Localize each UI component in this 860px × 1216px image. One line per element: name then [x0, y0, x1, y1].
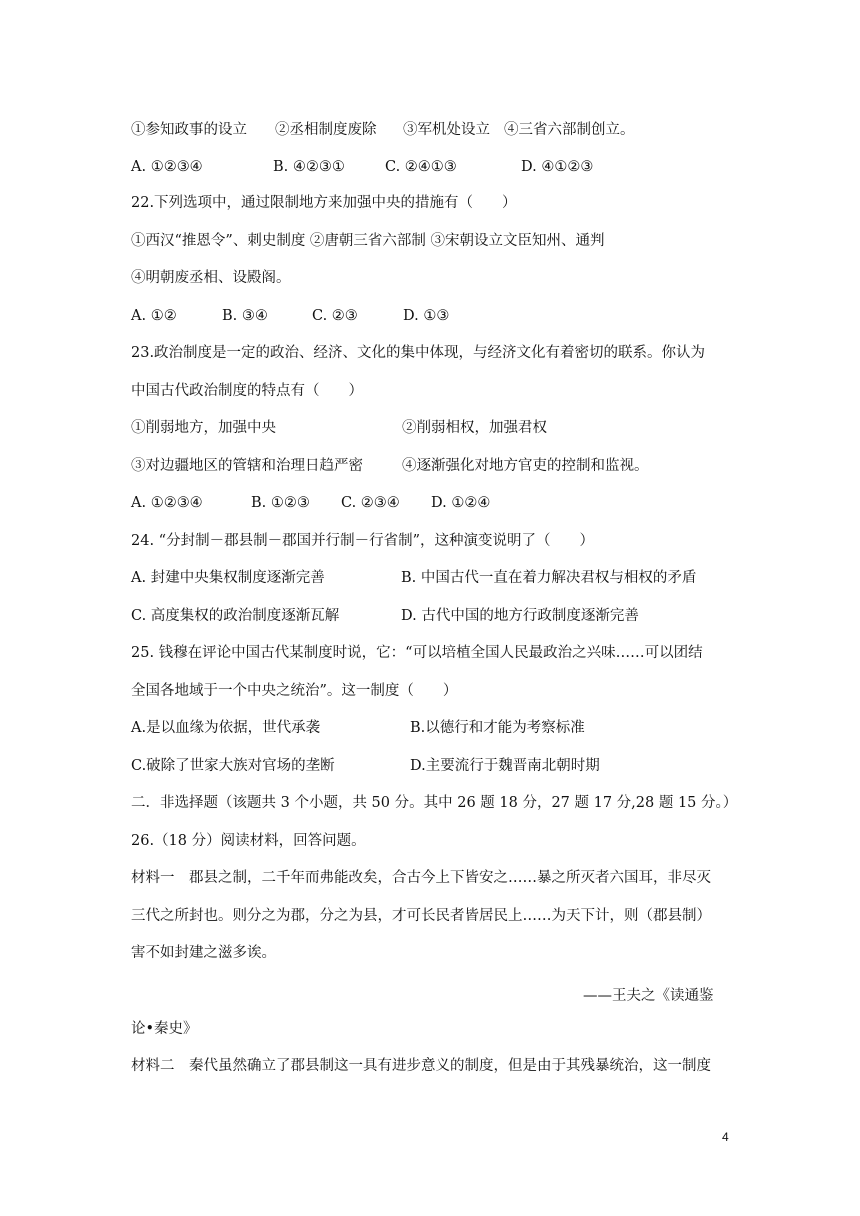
q26-material-1-line-3: 害不如封建之滋多诶。: [131, 945, 276, 961]
q22-stem: 22.下列选项中，通过限制地方来加强中央的措施有（ ）: [131, 195, 517, 211]
q23-item-3: ③对边疆地区的管辖和治理日趋严密: [131, 458, 363, 474]
q23-option-c: C. ②③④: [341, 495, 400, 511]
q22-option-b: B. ③④: [222, 308, 268, 324]
q25-option-c: C.破除了世家大族对官场的垄断: [131, 758, 335, 774]
q21-option-d: D. ④①②③: [521, 159, 594, 175]
q23-stem-line-1: 23.政治制度是一定的政治、经济、文化的集中体现，与经济文化有着密切的联系。你认为: [131, 345, 706, 361]
q23-item-1: ①削弱地方，加强中央: [131, 420, 276, 436]
q26-material-2-line-1: 材料二 秦代虽然确立了郡县制这一具有进步意义的制度，但是由于其残暴统治，这一制度: [131, 1058, 711, 1074]
q22-option-c: C. ②③: [312, 308, 358, 324]
q24-option-c: C. 高度集权的政治制度逐渐瓦解: [131, 608, 340, 624]
q23-option-a: A. ①②③④: [131, 495, 203, 511]
q24-option-d: D. 古代中国的地方行政制度逐渐完善: [401, 608, 639, 624]
q21-item-1: ①参知政事的设立: [131, 122, 247, 138]
q23-items-row-2: [131, 456, 731, 476]
q21-item-3: ③军机处设立: [403, 122, 490, 138]
q23-option-d: D. ①②④: [431, 495, 491, 511]
q21-item-4: ④三省六部制创立。: [504, 122, 635, 138]
q23-option-b: B. ①②③: [251, 495, 310, 511]
q26-material-1-line-1: 材料一 郡县之制，二千年而弗能改矣，合古今上下皆安之……暴之所灭者六国耳，非尽灭: [131, 870, 711, 886]
q22-option-a: A. ①②: [131, 308, 177, 324]
q21-item-2: ②丞相制度废除: [275, 122, 377, 138]
q24-options-row-1: [131, 568, 731, 588]
q26-source-line-2: 论•秦史》: [131, 1021, 198, 1037]
q22-items-line-1: ①西汉“推恩令”、刺史制度 ②唐朝三省六部制 ③宋朝设立文臣知州、通判: [131, 233, 605, 249]
q24-options-row-2: [131, 606, 731, 626]
q26-material-1-line-2: 三代之所封也。则分之为郡，分之为县，才可长民者皆居民上……为天下计，则（郡县制）: [131, 908, 711, 924]
q21-options: [131, 157, 731, 177]
page-number: 4: [722, 1130, 729, 1144]
q21-items-line: [131, 120, 731, 140]
q21-option-a: A. ①②③④: [131, 159, 203, 175]
q25-option-b: B.以德行和才能为考察标准: [410, 720, 585, 736]
q22-items-line-2: ④明朝废丞相、设殿阁。: [131, 270, 291, 286]
q22-option-d: D. ①③: [403, 308, 450, 324]
q26-stem: 26.（18 分）阅读材料，回答问题。: [131, 833, 366, 849]
q23-options: [131, 493, 731, 513]
q23-stem-line-2: 中国古代政治制度的特点有（ ）: [131, 383, 363, 399]
section-2-heading: 二．非选择题（该题共 3 个小题，共 50 分。其中 26 题 18 分，27 题 17 分,28 题 15 分。）: [131, 795, 738, 811]
q25-stem-line-1: 25. 钱穆在评论中国古代某制度时说，它：“可以培植全国人民最政治之兴味……可以团结: [131, 645, 703, 661]
q25-options-row-2: [131, 756, 731, 776]
q25-option-a: A.是以血缘为依据，世代承袭: [131, 720, 321, 736]
q23-item-4: ④逐渐强化对地方官吏的控制和监视。: [402, 458, 649, 474]
q25-stem-line-2: 全国各地域于一个中央之统治”。这一制度（ ）: [131, 683, 458, 699]
q22-options: [131, 306, 731, 326]
q21-option-b: B. ④②③①: [273, 159, 345, 175]
q25-option-d: D.主要流行于魏晋南北朝时期: [410, 758, 600, 774]
q23-item-2: ②削弱相权，加强君权: [402, 420, 547, 436]
q24-stem: 24. “分封制－郡县制－郡国并行制－行省制”，这种演变说明了（ ）: [131, 533, 594, 549]
q25-options-row-1: [131, 718, 731, 738]
q24-option-a: A. 封建中央集权制度逐渐完善: [131, 570, 325, 586]
q21-option-c: C. ②④①③: [385, 159, 457, 175]
q26-source-line-1: ——王夫之《读通鉴: [583, 988, 714, 1004]
q24-option-b: B. 中国古代一直在着力解决君权与相权的矛盾: [401, 570, 697, 586]
q23-items-row-1: [131, 418, 731, 438]
